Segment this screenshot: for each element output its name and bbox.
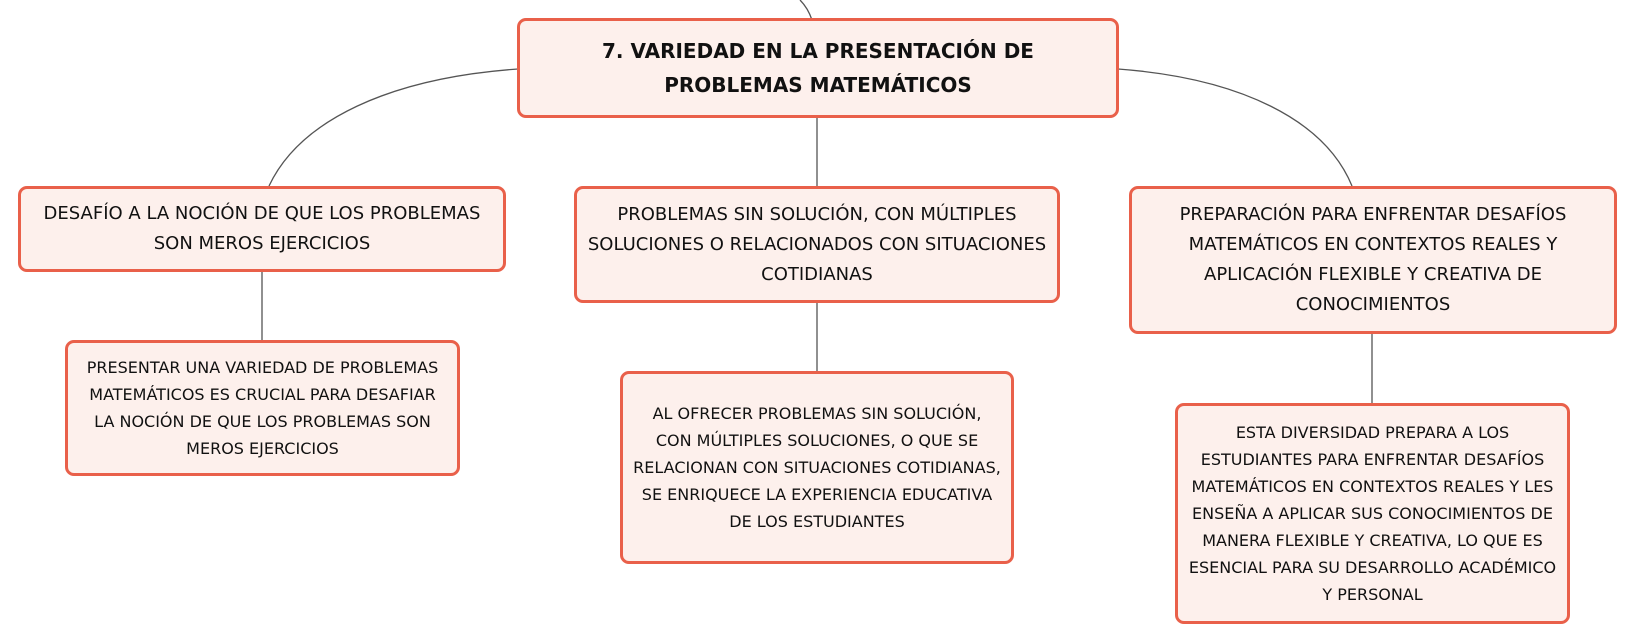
branch-text-1: DESAFÍO A LA NOCIÓN DE QUE LOS PROBLEMAS SON MEROS EJERCICIOS <box>43 203 481 254</box>
branch-node-1[interactable] <box>18 186 506 272</box>
detail-text-2: AL OFRECER PROBLEMAS SIN SOLUCIÓN, CON MÚLTIPLES SOLUCIONES, O QUE SE RELACIONAN CON SITUACIONES COTIDIANAS, SE ENRIQUECE LA EXPERIENCIA EDUCATIVA DE LOS ESTUDIANTES <box>633 404 1001 531</box>
detail-node-1[interactable] <box>65 340 460 476</box>
connector-main-to-branch-1 <box>269 69 518 186</box>
connector-parent-to-main <box>800 0 812 20</box>
branch-node-3[interactable] <box>1129 186 1617 334</box>
detail-node-3[interactable] <box>1175 403 1570 624</box>
branch-text-2: PROBLEMAS SIN SOLUCIÓN, CON MÚLTIPLES SOLUCIONES O RELACIONADOS CON SITUACIONES COTIDIANAS <box>587 203 1047 285</box>
main-topic-node[interactable] <box>517 18 1119 118</box>
detail-text-3: ESTA DIVERSIDAD PREPARA A LOS ESTUDIANTES PARA ENFRENTAR DESAFÍOS MATEMÁTICOS EN CONTEXTOS REALES Y LES ENSEÑA A APLICAR SUS CONOCIMIENTOS DE MANERA FLEXIBLE Y CREATIVA, LO QUE ES ESENCIAL PARA SU DESARROLLO ACADÉMICO Y PERSONAL <box>1188 423 1557 604</box>
branch-text-3: PREPARACIÓN PARA ENFRENTAR DESAFÍOS MATEMÁTICOS EN CONTEXTOS REALES Y APLICACIÓN FLEXIBLE Y CREATIVA DE CONOCIMIENTOS <box>1179 204 1567 315</box>
detail-node-2[interactable] <box>620 371 1014 564</box>
detail-text-1: PRESENTAR UNA VARIEDAD DE PROBLEMAS MATEMÁTICOS ES CRUCIAL PARA DESAFIAR LA NOCIÓN DE QUE LOS PROBLEMAS SON MEROS EJERCICIOS <box>86 358 439 458</box>
branch-node-2[interactable] <box>574 186 1060 303</box>
connector-main-to-branch-3 <box>1118 69 1352 186</box>
main-topic-text: 7. VARIEDAD EN LA PRESENTACIÓN DE PROBLEMAS MATEMÁTICOS <box>602 39 1034 97</box>
